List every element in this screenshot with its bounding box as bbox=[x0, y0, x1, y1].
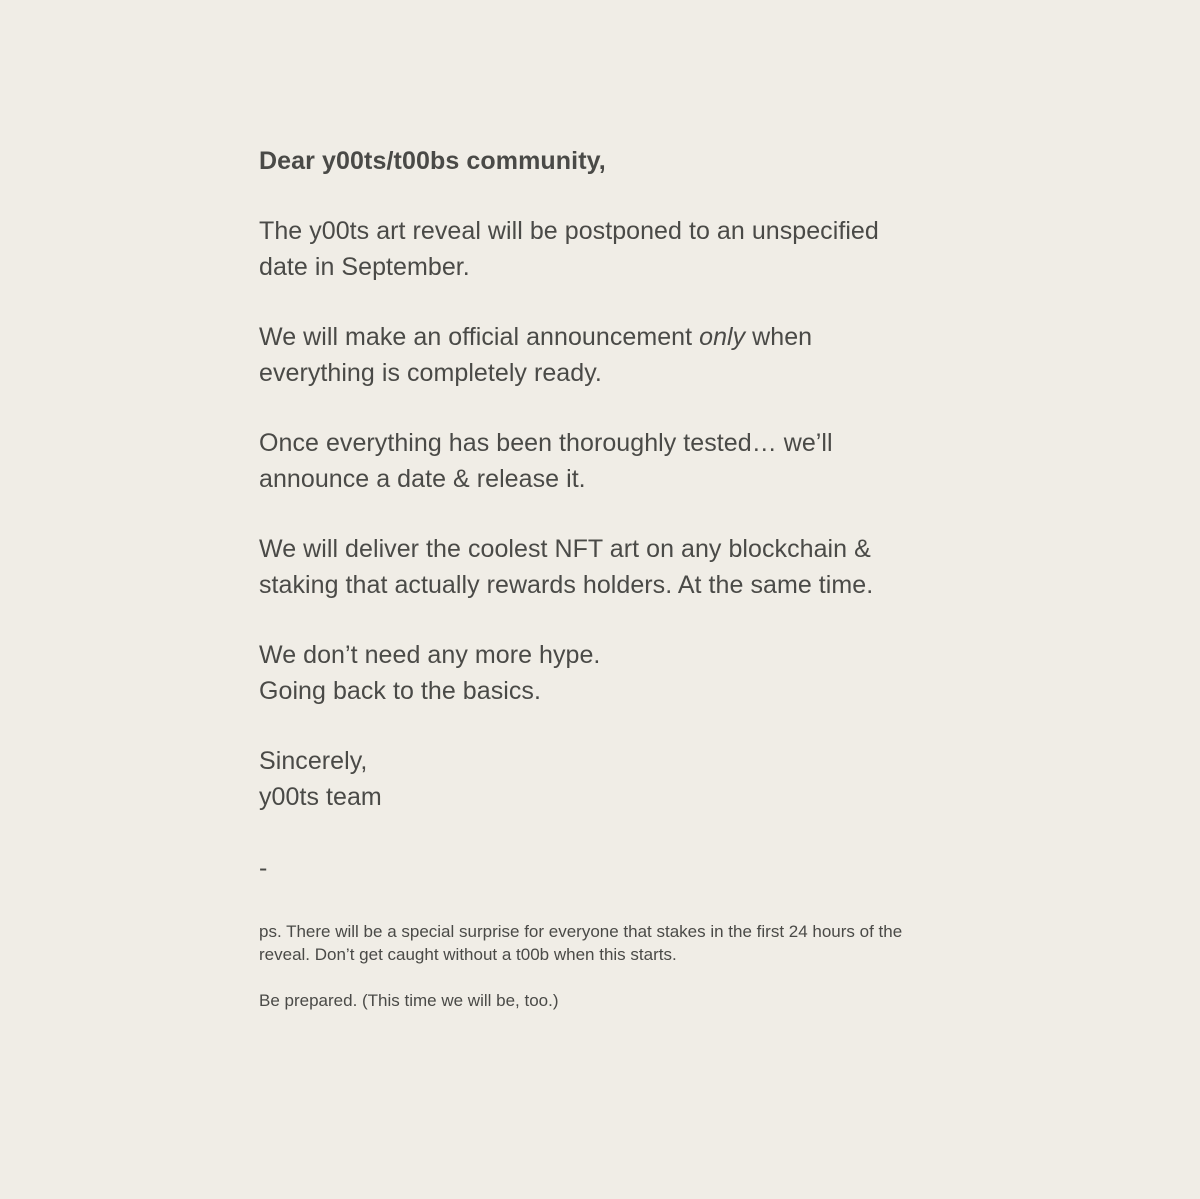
paragraph-line: everything is completely ready. bbox=[259, 358, 602, 387]
separator-dash: - bbox=[259, 854, 268, 882]
paragraph-testing bbox=[259, 426, 959, 497]
paragraph-line: date in September. bbox=[259, 252, 470, 281]
signature: y00ts team bbox=[259, 782, 382, 811]
paragraph-line: staking that actually rewards holders. At the same time. bbox=[259, 570, 874, 599]
signoff bbox=[259, 744, 959, 815]
emphasis-text: only bbox=[699, 323, 746, 351]
signoff-line: Sincerely, bbox=[259, 747, 368, 775]
text-segment: when bbox=[745, 323, 813, 351]
paragraph-line: Going back to the basics. bbox=[259, 676, 541, 705]
letter bbox=[259, 143, 959, 1012]
paragraph-line: The y00ts art reveal will be postponed to an unspecified bbox=[259, 217, 879, 245]
paragraph-line: Once everything has been thoroughly tested… we’ll bbox=[259, 429, 833, 457]
paragraph-line: We don’t need any more hype. bbox=[259, 641, 601, 669]
paragraph-announcement bbox=[259, 320, 959, 391]
be-prepared-note: Be prepared. (This time we will be, too.) bbox=[259, 991, 559, 1010]
paragraph-line bbox=[259, 320, 959, 356]
paragraph-deliver bbox=[259, 532, 959, 603]
postscript-line: ps. There will be a special surprise for everyone that stakes in the first 24 hours of the bbox=[259, 922, 903, 941]
paragraph-postponed bbox=[259, 214, 959, 285]
postscript bbox=[259, 920, 959, 966]
greeting: Dear y00ts/t00bs community, bbox=[259, 147, 606, 175]
paragraph-line: We will deliver the coolest NFT art on any blockchain & bbox=[259, 535, 871, 563]
paragraph-hype bbox=[259, 638, 959, 709]
paragraph-line: announce a date & release it. bbox=[259, 464, 586, 493]
text-segment: We will make an official announcement bbox=[259, 323, 700, 351]
postscript-line: reveal. Don’t get caught without a t00b when this starts. bbox=[259, 945, 677, 964]
